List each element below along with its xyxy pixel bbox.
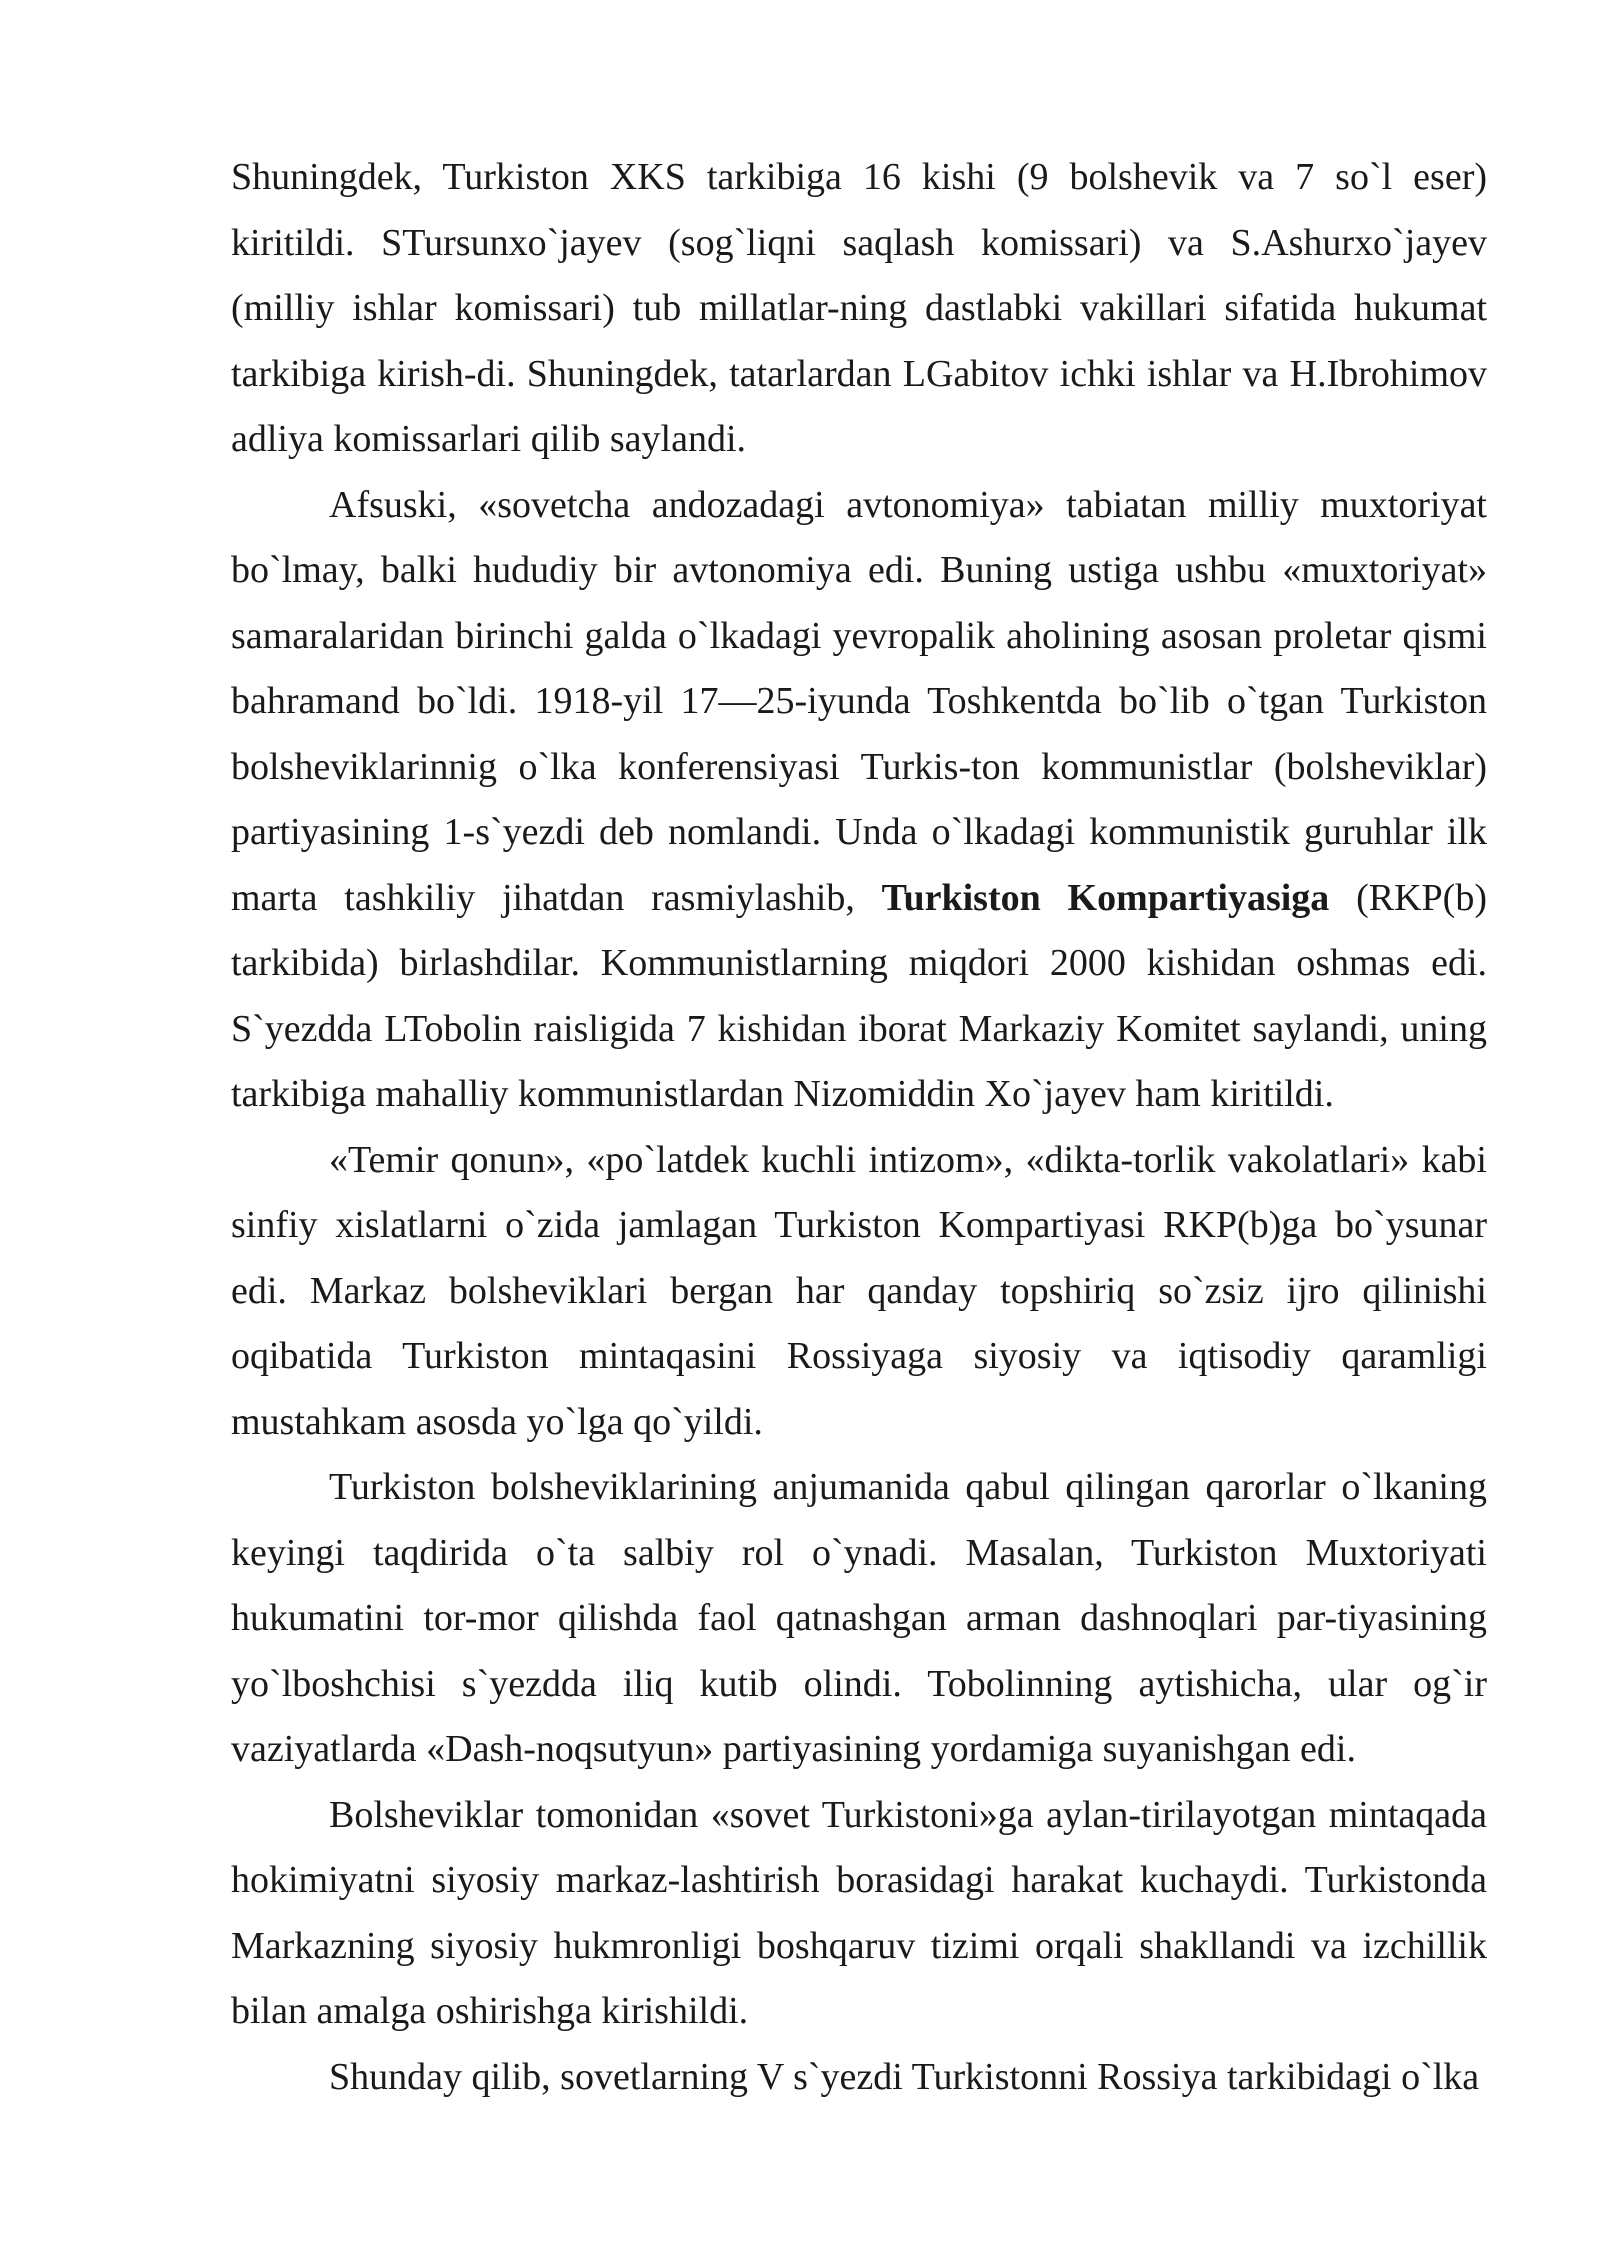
document-page xyxy=(231,145,1487,2110)
paragraph-1: Shuningdek, Turkiston XKS tarkibiga 16 kishi (9 bolshevik va 7 so`l eser) kiritildi. STursunxo`jayev (sog`liqni saqlash komissari) va S.Ashurxo`jayev (milliy ishlar komissari) tub millatlar-ning dastlabki vakillari sifatida hukumat tarkibiga kirish-di. Shuningdek, tatarlardan LGabitov ichki ishlar va H.Ibrohimov adliya komissarlari qilib saylandi. xyxy=(231,156,1487,460)
paragraph-2-bold-term: Turkiston Kompartiyasiga xyxy=(881,876,1330,919)
paragraph-4: Turkiston bolsheviklarining anjumanida qabul qilingan qarorlar o`lkaning keyingi taqdirida o`ta salbiy rol o`ynadi. Masalan, Turkiston Muxtoriyati hukumatini tor-mor qilishda faol qatnashgan arman dashnoqlari par-tiyasining yo`lboshchisi s`yezdda iliq kutib olindi. Tobolinning aytishicha, ular og`ir vaziyatlarda «Dash-noqsutyun» partiyasining yordamiga suyanishgan edi. xyxy=(231,1466,1487,1770)
paragraph-2 xyxy=(231,473,1487,1128)
paragraph-6: Shunday qilib, sovetlarning V s`yezdi Turkistonni Rossiya tarkibidagi o`lka xyxy=(329,2055,1480,2098)
paragraph-2-text-before: Afsuski, «sovetcha andozadagi avtonomiya» tabiatan milliy muxtoriyat bo`lmay, balki hududiy bir avtonomiya edi. Buning ustiga ushbu «muxtoriyat» samaralaridan birinchi galda o`lkadagi yevropalik aholining asosan proletar qismi bahramand bo`ldi. 1918-yil 17—25-iyunda Toshkentda bo`lib o`tgan Turkiston bolsheviklarinnig o`lka konferensiyasi Turkis-ton kommunistlar (bolsheviklar) partiyasining 1-s`yezdi deb nomlandi. Unda o`lkadagi kommunistik guruhlar ilk marta tashkiliy jihatdan rasmiylashib, xyxy=(231,483,1487,919)
paragraph-2-text-after: (RKP(b) tarkibida) birlashdilar. Kommunistlarning miqdori 2000 kishidan oshmas edi. S`yezdda LTobolin raisligida 7 kishidan iborat Markaziy Komitet saylandi, uning tarkibiga mahalliy kommunistlardan Nizomiddin Xo`jayev ham kiritildi. xyxy=(231,876,1487,1115)
paragraph-5: Bolsheviklar tomonidan «sovet Turkistoni»ga aylan-tirilayotgan mintaqada hokimiyatni siyosiy markaz-lashtirish borasidagi harakat kuchaydi. Turkistonda Markazning siyosiy hukmronligi boshqaruv tizimi orqali shakllandi va izchillik bilan amalga oshirishga kirishildi. xyxy=(231,1793,1487,2032)
paragraph-3: «Temir qonun», «po`latdek kuchli intizom», «dikta-torlik vakolatlari» kabi sinfiy xislatlarni o`zida jamlagan Turkiston Kompartiyasi RKP(b)ga bo`ysunar edi. Markaz bolsheviklari bergan har qanday topshiriq so`zsiz ijro qilinishi oqibatida Turkiston mintaqasini Rossiyaga siyosiy va iqtisodiy qaramligi mustahkam asosda yo`lga qo`yildi. xyxy=(231,1138,1487,1443)
